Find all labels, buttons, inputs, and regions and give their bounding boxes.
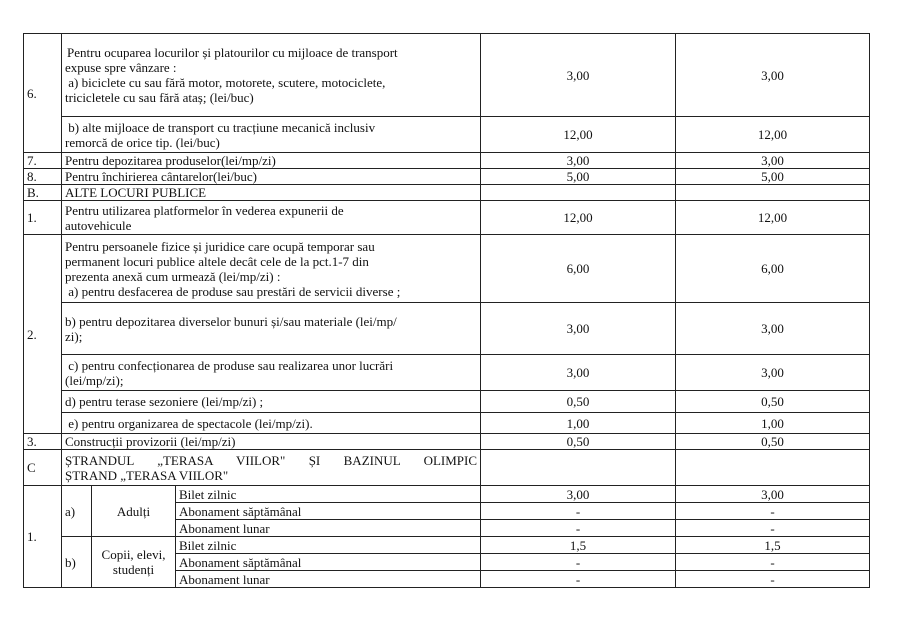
table-row [24, 117, 870, 153]
row-description: d) pentru terase sezoniere (lei/mp/zi) ; [62, 391, 481, 413]
value-cell: 3,00 [481, 303, 676, 355]
ticket-type: Bilet zilnic [176, 486, 481, 503]
row-description: Pentru persoanele fizice și juridice care ocupă temporar sau permanent locuri publice altele decât cele de la pct.1-7 din prezenta anexă cum urmează (lei/mp/zi) : a) pentru desfacerea de produse sau prestări de servicii diverse ; [62, 235, 481, 303]
value-cell [676, 185, 870, 201]
row-number: 1. [24, 201, 62, 235]
ticket-type: Abonament săptămânal [176, 554, 481, 571]
table-row [24, 391, 870, 413]
value-cell: 3,00 [481, 486, 676, 503]
value-cell: 12,00 [676, 117, 870, 153]
subgroup-name: Copii, elevi, studenți [92, 537, 176, 588]
section-title: ALTE LOCURI PUBLICE [62, 185, 481, 201]
fees-table [23, 33, 870, 588]
value-cell: 3,00 [676, 355, 870, 391]
value-cell: - [481, 554, 676, 571]
table-row [24, 486, 870, 503]
value-cell [481, 450, 676, 486]
row-number: 6. [24, 34, 62, 153]
table-row [24, 434, 870, 450]
row-number: 2. [24, 235, 62, 434]
row-description: c) pentru confecționarea de produse sau realizarea unor lucrări (lei/mp/zi); [62, 355, 481, 391]
value-cell: 1,5 [481, 537, 676, 554]
value-cell: 0,50 [676, 434, 870, 450]
value-cell [676, 450, 870, 486]
value-cell: 5,00 [676, 169, 870, 185]
value-cell: 3,00 [676, 486, 870, 503]
value-cell: 12,00 [481, 201, 676, 235]
value-cell [481, 185, 676, 201]
table-row [24, 303, 870, 355]
row-description: b) alte mijloace de transport cu tracțiune mecanică inclusiv remorcă de orice tip. (lei/buc) [62, 117, 481, 153]
value-cell: 1,00 [481, 413, 676, 434]
row-number: 8. [24, 169, 62, 185]
table-row [24, 413, 870, 434]
row-number: 1. [24, 486, 62, 588]
row-description: e) pentru organizarea de spectacole (lei/mp/zi). [62, 413, 481, 434]
value-cell: 1,5 [676, 537, 870, 554]
value-cell: 6,00 [676, 235, 870, 303]
subgroup-label: b) [62, 537, 92, 588]
section-header-row [24, 185, 870, 201]
value-cell: 1,00 [676, 413, 870, 434]
table-row [24, 153, 870, 169]
table-row [24, 169, 870, 185]
value-cell: 12,00 [676, 201, 870, 235]
value-cell: 3,00 [676, 34, 870, 117]
value-cell: 3,00 [481, 34, 676, 117]
ticket-type: Abonament săptămânal [176, 503, 481, 520]
value-cell: 3,00 [481, 153, 676, 169]
row-description: Pentru ocuparea locurilor și platourilor cu mijloace de transport expuse spre vânzare : a) biciclete cu sau fără motor, motorete, scutere, motociclete, tricicletele cu sau fără ataș; (lei/buc) [62, 34, 481, 117]
row-description: Pentru închirierea cântarelor(lei/buc) [62, 169, 481, 185]
subgroup-label: a) [62, 486, 92, 537]
value-cell: 0,50 [481, 391, 676, 413]
table-row [24, 235, 870, 303]
section-letter: C [24, 450, 62, 486]
value-cell: 5,00 [481, 169, 676, 185]
table-row [24, 34, 870, 117]
row-description: b) pentru depozitarea diverselor bunuri și/sau materiale (lei/mp/ zi); [62, 303, 481, 355]
ticket-type: Bilet zilnic [176, 537, 481, 554]
section-letter: B. [24, 185, 62, 201]
section-title: ȘTRANDUL „TERASA VIILOR" ȘI BAZINUL OLIMPIC ȘTRAND „TERASA VIILOR" [62, 450, 481, 486]
section-header-row [24, 450, 870, 486]
value-cell: - [481, 571, 676, 588]
row-number: 3. [24, 434, 62, 450]
row-description: Pentru depozitarea produselor(lei/mp/zi) [62, 153, 481, 169]
value-cell: 6,00 [481, 235, 676, 303]
value-cell: 3,00 [676, 303, 870, 355]
value-cell: - [676, 554, 870, 571]
value-cell: 0,50 [481, 434, 676, 450]
row-description: Construcții provizorii (lei/mp/zi) [62, 434, 481, 450]
subgroup-name: Adulți [92, 486, 176, 537]
table-row [24, 355, 870, 391]
value-cell: - [481, 503, 676, 520]
table-row [24, 201, 870, 235]
value-cell: - [676, 503, 870, 520]
value-cell: 3,00 [481, 355, 676, 391]
row-description: Pentru utilizarea platformelor în vederea expunerii de autovehicule [62, 201, 481, 235]
value-cell: 12,00 [481, 117, 676, 153]
row-number: 7. [24, 153, 62, 169]
value-cell: - [481, 520, 676, 537]
value-cell: 0,50 [676, 391, 870, 413]
value-cell: - [676, 520, 870, 537]
table-row [24, 537, 870, 554]
ticket-type: Abonament lunar [176, 571, 481, 588]
value-cell: - [676, 571, 870, 588]
ticket-type: Abonament lunar [176, 520, 481, 537]
value-cell: 3,00 [676, 153, 870, 169]
